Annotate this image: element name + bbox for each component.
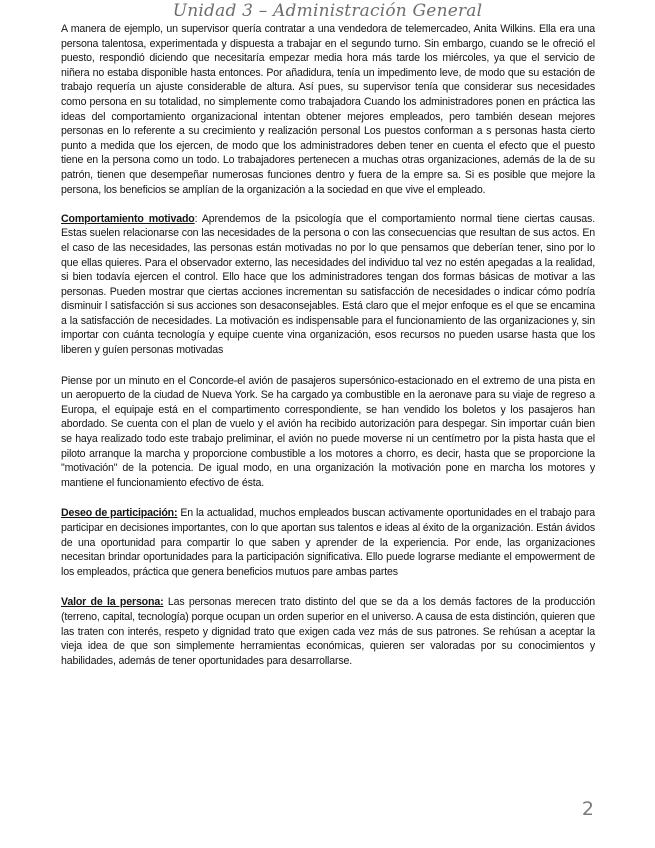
paragraph-valor-persona [61,595,595,668]
paragraph-text: A manera de ejemplo, un supervisor quería contratar a una vendedora de telemercadeo, Anita Wilkins. Ella era una persona talentosa, experimentada y dispuesta a trabajar en el segundo turno. Sin embargo, cuando se le ofreció el puesto, respondió diciendo que necesitaría empezar media hora más tarde los miércoles, ya que el servicio de niñera no estaba disponible hasta entonces. Por añadidura, tenía un impedimento leve, de modo que su estación de trabajo requería un ajuste considerable de altura. Así pues, su supervisor tenía que considerar sus necesidades como persona en su totalidad, no simplemente como trabajadora Cuando los administradores ponen en práctica las ideas del comportamiento organizacional intentan obtener mejores empleados, pero también desean mejores personas en lo referente a su crecimiento y realización personal Los puestos conforman a s personas hasta cierto punto a medida que los ejercen, de modo que los administradores deben tener en cuenta el efecto que el puesto tiene en la persona como un todo. Lo trabajadores pertenecen a muchas otras organizaciones, además de la de su patrón, tienen que desempeñar numerosas funciones dentro y fuera de la empre sa. Si es posible que mejore la persona, los beneficios se amplían de la organización a la sociedad en que vive el empleado. [61,23,595,196]
section-heading: Valor de la persona: [61,596,164,609]
paragraph-text: Piense por un minuto en el Concorde-el avión de pasajeros supersónico-estacionado en el extremo de una pista en un aeropuerto de la ciudad de Nueva York. Se ha cargado ya combustible en la aeronave para su viaje de regreso a Europa, el equipaje está en el compartimento correspondiente, se han vendido los boletos y los pasajeros han abordado. Se cuenta con el plan de vuelo y el avión ha recibido autorización para despegar. Sin importar cuán bien se haya realizado todo este trabajo preliminar, el avión no puede moverse ni un centímetro por la pista hasta que el piloto arranque la marcha y proporcione combustible a los motores a chorro, es decir, hasta que se proporcione la "motivación" de la potencia. De igual modo, en una organización la motivación pone en marcha los motores y mantiene el funcionamiento efectivo de ésta. [61,374,595,489]
section-heading: Deseo de participación: [61,507,178,520]
document-body [61,22,595,683]
paragraph-text: : Aprendemos de la psicología que el comportamiento normal tiene ciertas causas. Estas suelen relacionarse con las necesidades de la persona o con las consecuencias que resultan de sus actos. En el caso de las necesidades, las personas están motivadas no por lo que pensamos que deberían tener, sino por lo que ellas quieres. Para el observador externo, las necesidades del individuo tal vez no estén apegadas a la realidad, si bien todavía ejercen el control. Ello hace que los administradores tengan dos formas básicas de motivar a las personas. Pueden mostrar que ciertas acciones incrementan su satisfacción de necesidades o indicar cómo podría disminuir l satisfacción si sus acciones son desaconsejables. Está claro que el mejor enfoque es el que se encamina a la satisfacción de necesidades. La motivación es indispensable para el funcionamiento de las organizaciones y, sin importar con cuánta tecnología y equipe cuente vina organización, esos recursos no pueden usarse hasta que los liberen y guíen personas motivadas [61,212,595,357]
paragraph-concorde [61,374,595,491]
section-heading: Comportamiento motivado [61,212,195,225]
paragraph-text: En la actualidad, muchos empleados buscan activamente oportunidades en el trabajo para participar en decisiones importantes, con lo que aportan sus talentos e ideas al éxito de la organización. Están ávidos de una oportunidad para compartir lo que saben y aprender de la experiencia. Por ende, las organizaciones necesitan brindar oportunidades para la participación significativa. Ello puede lograrse mediante el empowerment de los empleados, práctica que genera beneficios mutuos pare ambas partes [61,507,596,578]
paragraph-example [61,22,595,197]
header-title: Unidad 3 – Administración General [172,1,483,21]
page-number: 2 [581,798,594,820]
paragraph-text: Las personas merecen trato distinto del que se da a los demás factores de la producción (terreno, capital, tecnología) porque ocupan un orden superior en el universo. A causa de esta distinción, quieren que las traten con interés, respeto y dignidad trato que exigen cada vez más de sus patrones. Se rehúsan a aceptar la vieja idea de que son simplemente herramientas económicas, quieren ser valoradas por su conocimientos y habilidades, además de tener oportunidades para desarrollarse. [61,596,595,667]
paragraph-comportamiento-motivado [61,212,595,358]
page-header [0,1,655,21]
paragraph-deseo-participacion [61,506,595,579]
